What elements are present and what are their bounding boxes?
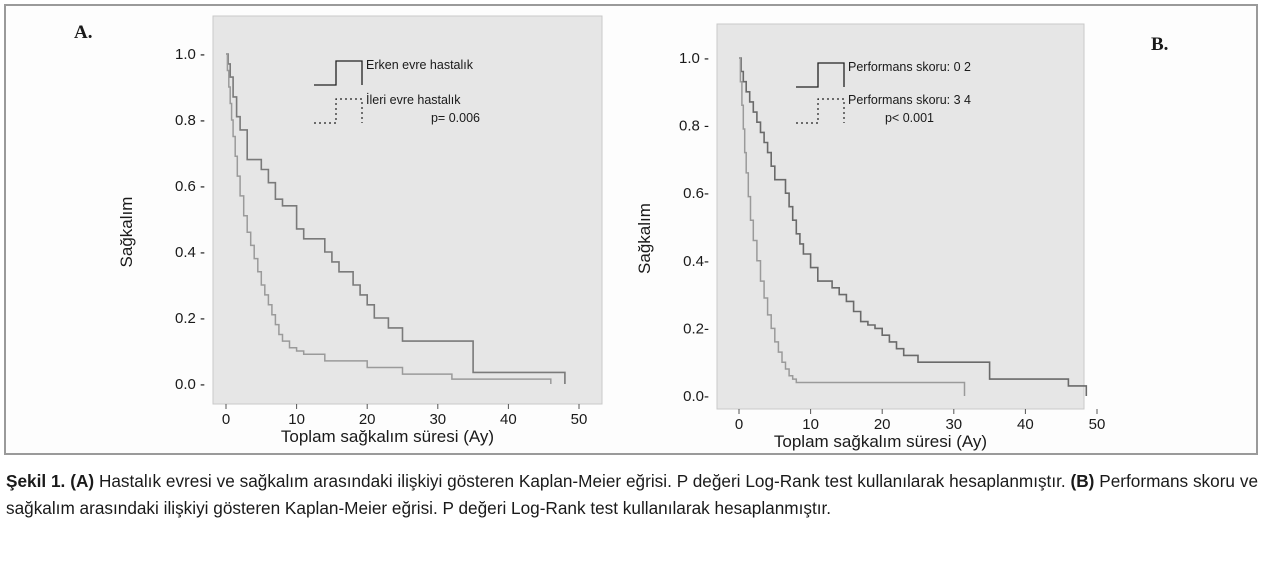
x-tick-label-a: 10 [288,411,305,428]
x-tick-label-b: 10 [802,416,819,433]
y-tick-label-a: 0.8 - [174,112,205,129]
y-tick-label-b: 0.4- [683,252,709,270]
caption-b-text: Performans skoru ve sağkalım arasındaki ilişkiyi gösteren Kaplan-Meier eğrisi. P değeri Log-Rank test kullanılarak hesaplanmıştır. [6,471,1259,518]
y-tick-label-b: 0.0- [683,388,709,405]
plot-background-b [717,24,1084,409]
legend-label-b-1: Performans skoru: 0 2 [848,60,971,74]
p-value-label-b: p< 0.001 [884,111,934,125]
x-tick-label-b: 30 [945,416,963,433]
x-tick-label-b: 40 [1017,416,1034,433]
x-tick-label-a: 30 [429,411,447,428]
y-axis-title-a: Sağkalım [117,196,136,268]
figure-frame [4,4,1258,455]
y-tick-label-a: 0.6 - [174,178,205,195]
x-tick-label-a: 20 [358,411,376,428]
x-tick-label-a: 50 [570,411,588,428]
y-tick-label-a: 0.2 - [174,310,205,327]
y-tick-label-b: 0.8 - [678,117,709,135]
x-tick-label-a: 0 [221,411,231,428]
x-tick-label-b: 50 [1088,416,1106,433]
y-tick-label-b: 0.2- [683,320,709,338]
panel-label-a: A. [74,22,93,43]
legend-label-b-2: Performans skoru: 3 4 [848,93,971,107]
legend-label-a-1: Erken evre hastalık [366,58,473,72]
x-tick-label-b: 20 [873,416,891,433]
x-axis-title-b: Toplam sağkalım süresi (Ay) [773,432,988,451]
caption-a-text: Hastalık evresi ve sağkalım arasındaki ilişkiyi gösteren Kaplan-Meier eğrisi. P değeri Log-Rank test kullanılarak hesaplanmıştır. [94,471,1071,491]
y-tick-label-b: 1.0 - [678,50,709,67]
y-axis-title-b: Sağkalım [635,203,654,274]
x-tick-label-a: 40 [500,411,517,428]
y-tick-label-a: 0.0 - [174,376,205,393]
y-tick-label-b: 0.6- [683,185,709,203]
plot-background-a [213,16,602,404]
figure-caption [6,468,1258,522]
chart-panel-b [631,6,1256,453]
chart-panel-a [6,6,631,453]
caption-a-marker: (A) [70,471,95,491]
p-value-label-a: p= 0.006 [430,111,480,125]
caption-label: Şekil 1. [6,471,66,491]
x-tick-label-b: 0 [734,416,744,433]
y-tick-label-a: 1.0 - [174,46,205,63]
x-axis-title-a: Toplam sağkalım süresi (Ay) [280,427,495,446]
panel-label-b: B. [1151,34,1169,55]
caption-b-marker: (B) [1070,471,1095,491]
legend-label-a-2: İleri evre hastalık [366,93,461,107]
y-tick-label-a: 0.4 - [174,244,205,261]
